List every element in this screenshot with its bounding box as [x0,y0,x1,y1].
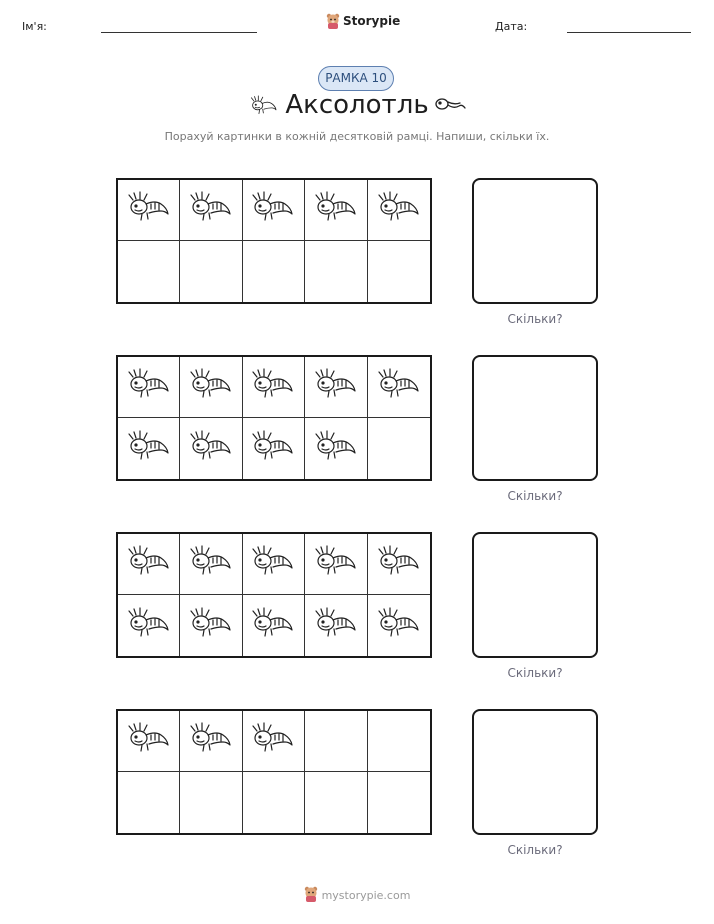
how-many-label: Скільки? [507,843,563,857]
answer-box[interactable] [472,709,598,835]
ten-frame-cell [118,534,180,595]
axolotl-icon [189,720,233,762]
axolotl-icon [251,720,295,762]
axolotl-icon [127,605,171,647]
date-label: Дата: [495,20,528,33]
axolotl-icon [251,189,295,231]
ten-frame-cell [305,418,367,479]
ten-frame-cell [180,772,242,833]
name-label: Ім'я: [22,20,47,33]
answer-box[interactable] [472,532,598,658]
ten-frame-cell [118,241,180,302]
axolotl-icon [251,605,295,647]
brand-name: Storypie [343,14,401,28]
name-field[interactable] [101,32,257,33]
ten-frame-cell [243,418,305,479]
footer-url[interactable]: mystorypie.com [321,889,411,902]
ten-frame-cell [118,772,180,833]
ten-frame-cell [243,534,305,595]
ten-frame-cell [368,241,430,302]
axolotl-icon [189,366,233,408]
ten-frame-cell [305,534,367,595]
axolotl-icon [314,428,358,470]
page-title: Аксолотль [285,90,429,120]
how-many-label: Скільки? [507,312,563,326]
ten-frame-cell [368,534,430,595]
axolotl-icon [377,366,421,408]
instructions: Порахуй картинки в кожній десятковій рамці. Напиши, скільки їх. [164,130,550,143]
axolotl-icon [189,428,233,470]
ten-frame-cell [305,595,367,656]
ten-frame [116,532,432,658]
bear-icon [326,13,340,29]
ten-frame [116,355,432,481]
ten-frame-cell [368,357,430,418]
footer [0,886,714,905]
ten-frame-cell [368,772,430,833]
ten-frame-cell [305,711,367,772]
brand-logo [326,13,400,29]
tadpole-icon [434,96,466,120]
ten-frame-cell [368,180,430,241]
bear-icon [304,886,318,905]
ten-frame-cell [305,241,367,302]
ten-frame [116,709,432,835]
axolotl-icon [127,428,171,470]
axolotl-icon [314,605,358,647]
axolotl-icon [377,605,421,647]
axolotl-icon [377,543,421,585]
axolotl-icon [127,720,171,762]
axolotl-icon [251,366,295,408]
ten-frame-cell [118,357,180,418]
ten-frame-cell [305,357,367,418]
ten-frame-cell [243,357,305,418]
how-many-label: Скільки? [507,666,563,680]
axolotl-icon [251,428,295,470]
how-many-label: Скільки? [507,489,563,503]
axolotl-icon [377,189,421,231]
answer-box[interactable] [472,178,598,304]
ten-frame-cell [243,595,305,656]
ten-frame-cell [118,180,180,241]
ten-frame-cell [180,418,242,479]
ten-frame-cell [118,595,180,656]
ten-frame-cell [368,595,430,656]
ten-frame-cell [180,241,242,302]
level-badge: РАМКА 10 [318,66,394,91]
answer-box[interactable] [472,355,598,481]
ten-frame-cell [180,180,242,241]
axolotl-icon [127,366,171,408]
axolotl-icon [127,543,171,585]
ten-frame-cell [180,534,242,595]
ten-frame-cell [180,711,242,772]
axolotl-icon [189,605,233,647]
axolotl-icon [189,189,233,231]
ten-frame-cell [118,711,180,772]
axolotl-icon [189,543,233,585]
ten-frame-cell [305,180,367,241]
date-field[interactable] [567,32,691,33]
ten-frame-cell [118,418,180,479]
ten-frame-cell [243,711,305,772]
axolotl-icon [314,366,358,408]
axolotl-icon [314,543,358,585]
ten-frame-cell [180,595,242,656]
ten-frame [116,178,432,304]
ten-frame-cell [368,711,430,772]
ten-frame-cell [305,772,367,833]
ten-frame-cell [180,357,242,418]
axolotl-icon [251,543,295,585]
ten-frame-cell [243,241,305,302]
ten-frame-cell [243,772,305,833]
axolotl-icon [314,189,358,231]
axolotl-icon [127,189,171,231]
ten-frame-cell [368,418,430,479]
ten-frame-cell [243,180,305,241]
